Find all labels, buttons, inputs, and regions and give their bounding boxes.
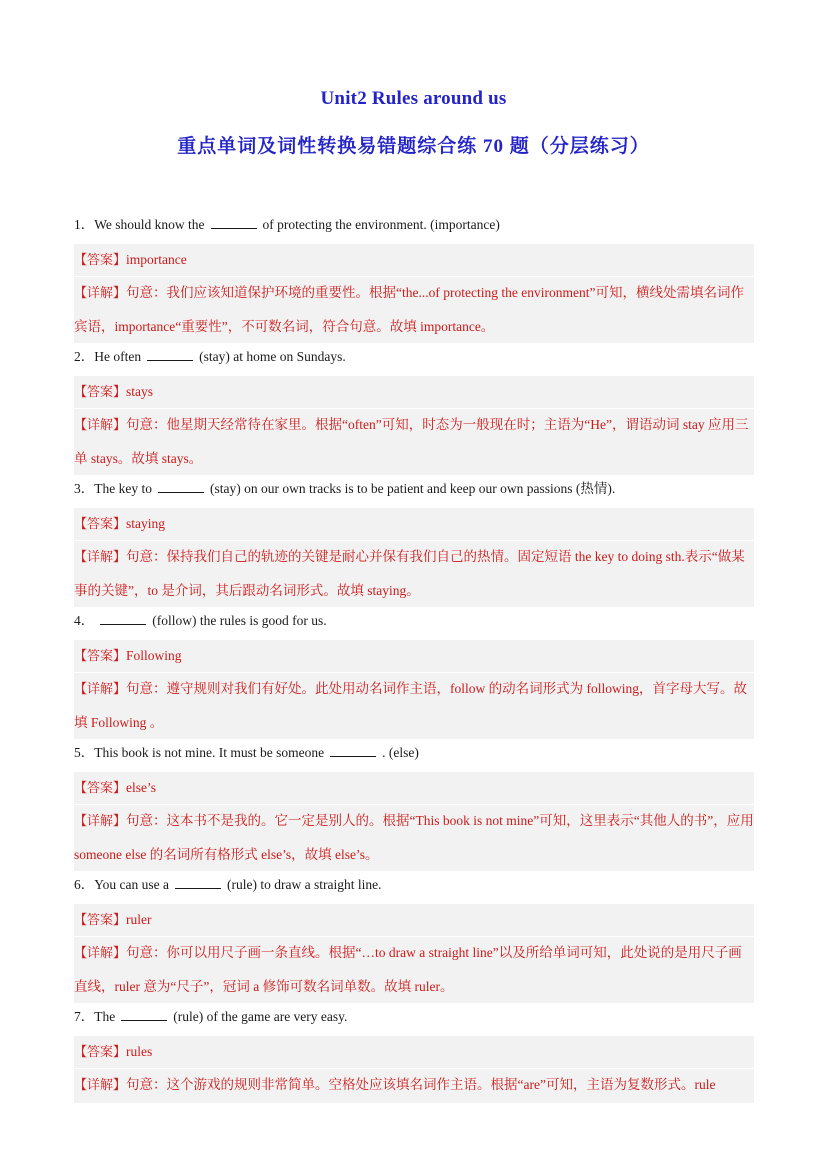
question-text-after: (rule) to draw a straight line. (227, 877, 382, 892)
explanation-text: 句意：我们应该知道保护环境的重要性。根据“the...of protecting the environment”可知，横线处需填名词作宾语，importance“重要性”，不可数名词，符合句意。故填 importance。 (74, 285, 744, 334)
answer-row (74, 640, 754, 672)
explanation-block (74, 805, 754, 871)
question-item (74, 343, 754, 375)
page-subtitle: 重点单词及词性转换易错题综合练 70 题（分层练习） (177, 136, 650, 157)
detail-tag: 【详解】 (74, 682, 127, 697)
question-text-before: The key to (94, 481, 152, 496)
explanation-block (74, 937, 754, 1003)
answer-blank (100, 610, 146, 625)
answer-row (74, 772, 754, 804)
explanation-text: 句意：保持我们自己的轨迹的关键是耐心并保有我们自己的热情。固定短语 the key to doing sth.表示“做某事的关键”，to 是介词，其后跟动名词形式。故填 staying。 (74, 549, 745, 598)
question-text-after: . (else) (382, 745, 419, 760)
question-list (74, 211, 754, 1103)
answer-tag: 【答案】 (74, 649, 127, 664)
question-number: 6． (74, 877, 95, 892)
answer-tag: 【答案】 (74, 781, 127, 796)
question-text-after: (stay) at home on Sundays. (199, 349, 346, 364)
detail-tag: 【详解】 (74, 418, 127, 433)
explanation-block (74, 409, 754, 475)
answer-blank (121, 1006, 167, 1021)
answer-tag: 【答案】 (74, 385, 127, 400)
page-title: Unit2 Rules around us (320, 88, 507, 109)
answer-blank (147, 346, 193, 361)
answer-text: importance (126, 252, 187, 267)
answer-row (74, 508, 754, 540)
explanation-block (74, 277, 754, 343)
question-text-after: (stay) on our own tracks is to be patient and keep our own passions (热情). (209, 481, 616, 496)
detail-tag: 【详解】 (74, 550, 127, 565)
question-item (74, 475, 754, 507)
answer-blank (211, 214, 257, 229)
question-number: 4． (74, 613, 95, 628)
explanation-text: 句意：你可以用尺子画一条直线。根据“…to draw a straight line”以及所给单词可知，此处说的是用尺子画直线，ruler 意为“尺子”，冠词 a 修饰可数名词单数。故填 ruler。 (74, 945, 742, 994)
explanation-text: 句意：这本书不是我的。它一定是别人的。根据“This book is not mine”可知，这里表示“其他人的书”，应用 someone else 的名词所有格形式 else’s，故填 else’s。 (74, 813, 754, 862)
question-text-before: You can use a (94, 877, 169, 892)
question-number: 7． (74, 1009, 95, 1024)
answer-text: rules (126, 1044, 153, 1059)
answer-text: Following (126, 648, 182, 663)
answer-tag: 【答案】 (74, 253, 127, 268)
answer-text: staying (126, 516, 166, 531)
question-text-after: of protecting the environment. (importance) (262, 217, 500, 232)
answer-row (74, 904, 754, 936)
question-text-before: He often (94, 349, 142, 364)
question-number: 3． (74, 481, 95, 496)
question-number: 5． (74, 745, 95, 760)
question-item (74, 211, 754, 243)
detail-tag: 【详解】 (74, 1078, 127, 1093)
answer-row (74, 376, 754, 408)
question-text-before: We should know the (94, 217, 205, 232)
answer-text: else’s (126, 780, 157, 795)
question-item (74, 607, 754, 639)
answer-text: stays (126, 384, 154, 399)
detail-tag: 【详解】 (74, 814, 127, 829)
detail-tag: 【详解】 (74, 286, 127, 301)
question-text-after: (follow) the rules is good for us. (152, 613, 327, 628)
explanation-block (74, 1069, 754, 1103)
question-text-before: The (94, 1009, 116, 1024)
question-number: 1． (74, 217, 95, 232)
explanation-block (74, 541, 754, 607)
question-item (74, 871, 754, 903)
answer-row (74, 244, 754, 276)
answer-tag: 【答案】 (74, 517, 127, 532)
explanation-text: 句意：遵守规则对我们有好处。此处用动名词作主语，follow 的动名词形式为 following，首字母大写。故填 Following 。 (74, 681, 748, 730)
question-item (74, 1003, 754, 1035)
question-text-before: This book is not mine. It must be someone (94, 745, 325, 760)
detail-tag: 【详解】 (74, 946, 127, 961)
answer-tag: 【答案】 (74, 1045, 127, 1060)
question-number: 2． (74, 349, 95, 364)
question-item (74, 739, 754, 771)
answer-row (74, 1036, 754, 1068)
answer-blank (158, 478, 204, 493)
answer-blank (175, 874, 221, 889)
question-text-after: (rule) of the game are very easy. (173, 1009, 348, 1024)
answer-tag: 【答案】 (74, 913, 127, 928)
answer-blank (330, 742, 376, 757)
answer-text: ruler (126, 912, 152, 927)
explanation-text: 句意：这个游戏的规则非常简单。空格处应该填名词作主语。根据“are”可知，主语为复数形式。rule (126, 1077, 716, 1092)
explanation-block (74, 673, 754, 739)
explanation-text: 句意：他星期天经常待在家里。根据“often”可知，时态为一般现在时；主语为“He”，谓语动词 stay 应用三单 stays。故填 stays。 (74, 417, 749, 466)
